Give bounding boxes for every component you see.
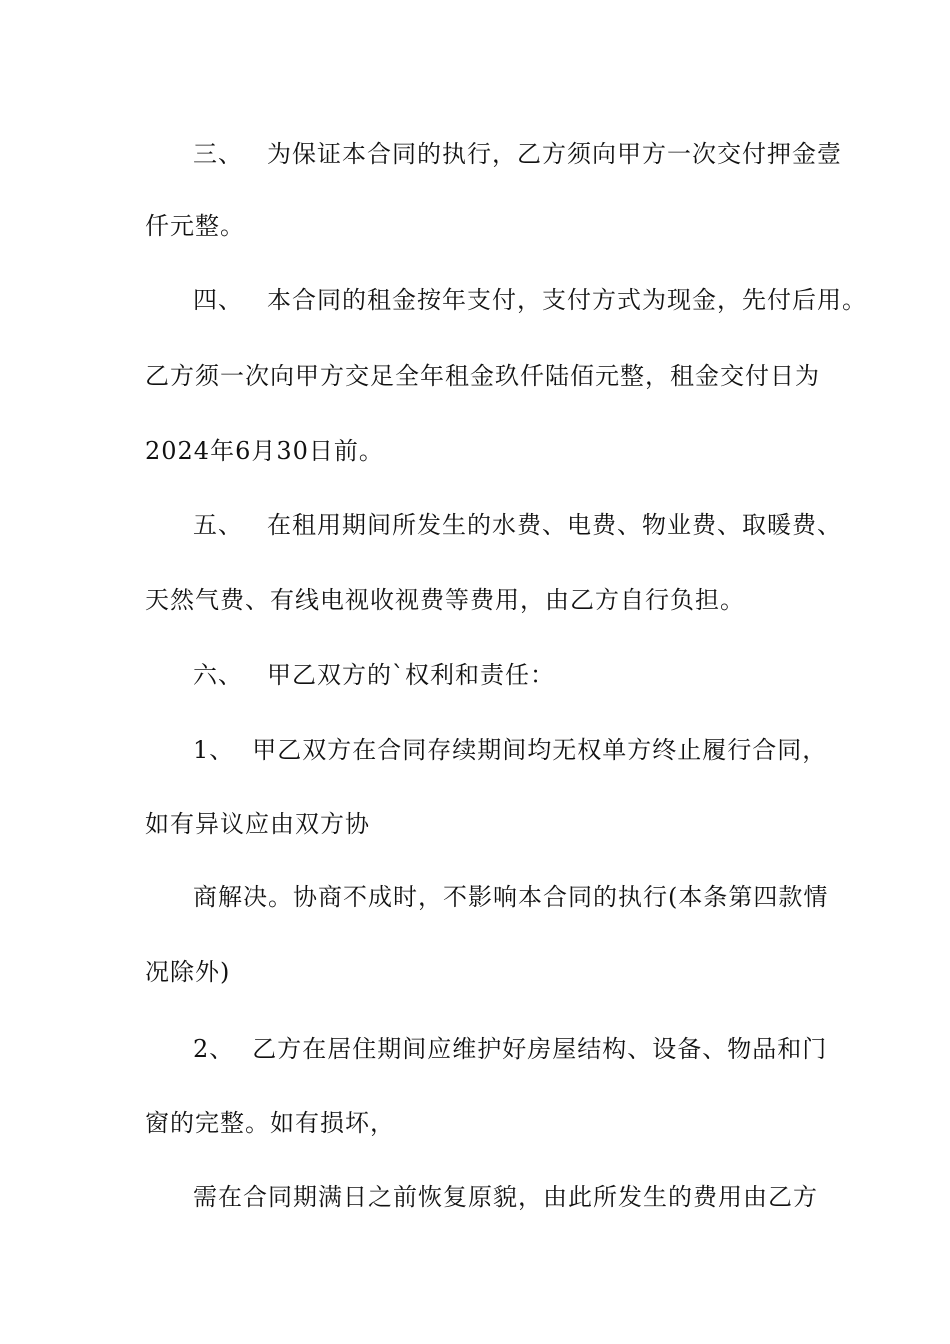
item-text: 甲乙双方在合同存续期间均无权单方终止履行合同， [252,736,828,764]
clause-number: 四、 [193,286,243,314]
item-text: 况除外) [145,958,231,986]
clause-text: 仟元整。 [145,212,245,240]
clause-text: 乙方须一次向甲方交足全年租金玖仟陆佰元整，租金交付日为 [145,362,820,390]
clause-text: 为保证本合同的执行，乙方须向甲方一次交付押金壹 [267,140,842,168]
clause-4-line-1 [193,285,867,315]
item-2-line-1 [193,1034,827,1064]
item-1-line-3 [193,882,828,912]
clause-number: 三、 [193,140,243,168]
clause-text: 本合同的租金按年支付，支付方式为现金，先付后用。 [267,286,867,314]
clause-6-line-1 [193,660,555,690]
clause-5-line-1 [193,510,842,540]
item-text: 窗的完整。如有损坏， [145,1109,395,1137]
clause-number: 五、 [193,511,243,539]
clause-4-line-2 [145,361,820,391]
clause-3-line-1 [193,139,842,169]
item-text: 需在合同期满日之前恢复原貌，由此所发生的费用由乙方 [193,1183,818,1211]
item-text: 如有异议应由双方协 [145,810,370,838]
clause-5-line-2 [145,585,745,615]
clause-number: 六、 [193,661,243,689]
item-number: 1、 [193,736,235,764]
item-1-line-1 [193,735,827,765]
item-1-line-2 [145,809,370,839]
item-number: 2、 [193,1035,235,1063]
clause-text: 2024年6月30日前。 [145,437,384,465]
item-1-line-4 [145,957,230,987]
clause-4-line-3 [145,436,384,466]
item-text: 乙方在居住期间应维护好房屋结构、设备、物品和门 [252,1035,828,1063]
item-text: 商解决。协商不成时，不影响本合同的执行(本条第四款情 [193,883,829,911]
item-2-line-2 [145,1108,395,1138]
clause-text: 天然气费、有线电视收视费等费用，由乙方自行负担。 [145,586,745,614]
item-2-line-3 [193,1182,818,1212]
clause-3-line-2 [145,211,245,241]
clause-text: 在租用期间所发生的水费、电费、物业费、取暖费、 [267,511,842,539]
clause-text: 甲乙双方的`权利和责任： [267,661,555,689]
